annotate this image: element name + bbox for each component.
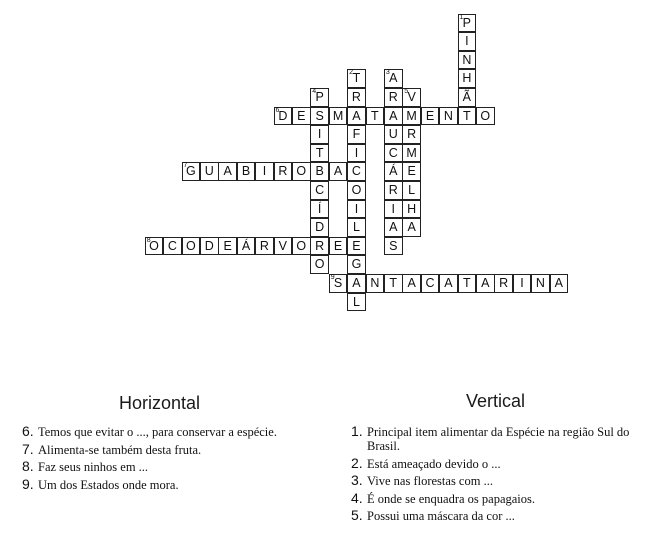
cell-letter: T	[371, 108, 379, 123]
crossword-cell[interactable]	[347, 162, 366, 181]
clue-number-marker: 6	[275, 106, 280, 114]
clue-number: 6.	[22, 423, 34, 439]
cell-letter: L	[408, 182, 416, 197]
clue-number-marker: 1	[459, 13, 464, 21]
cell-letter: U	[388, 127, 398, 142]
crossword-cell[interactable]	[402, 200, 421, 219]
cell-letter: T	[463, 275, 471, 290]
cell-letter: D	[315, 220, 325, 235]
cell-letter: C	[315, 182, 325, 197]
crossword-cell[interactable]	[182, 237, 201, 256]
crossword-cell[interactable]	[237, 237, 256, 256]
cell-letter: N	[462, 52, 472, 67]
crossword-cell[interactable]	[163, 237, 182, 256]
cell-letter: G	[351, 257, 362, 272]
cell-letter: A	[389, 220, 398, 235]
horizontal-clue	[22, 460, 322, 474]
cell-letter: O	[351, 182, 362, 197]
cell-letter: I	[354, 145, 359, 160]
cell-letter: A	[407, 275, 416, 290]
clue-number-marker: 5	[404, 87, 409, 95]
cell-letter: B	[241, 164, 251, 179]
cell-letter: T	[352, 71, 361, 86]
crossword-cell[interactable]	[458, 88, 477, 107]
crossword-cell[interactable]	[310, 181, 329, 200]
crossword-cell[interactable]	[384, 274, 403, 293]
clue-number: 8.	[22, 458, 34, 474]
crossword-cell[interactable]	[347, 218, 366, 237]
crossword-cell[interactable]	[200, 237, 219, 256]
crossword-cell[interactable]	[402, 107, 421, 126]
cell-letter: H	[462, 71, 472, 86]
clue-text: Está ameaçado devido o ...	[367, 456, 501, 471]
vertical-clue	[351, 509, 643, 523]
cell-letter: C	[167, 238, 177, 253]
cell-letter: G	[185, 164, 196, 179]
clue-number: 7.	[22, 440, 34, 457]
cell-letter: Á	[389, 164, 398, 179]
cell-letter: E	[333, 238, 343, 253]
cell-letter: Ã	[462, 89, 472, 104]
crossword-cell[interactable]	[182, 162, 201, 181]
cell-letter: O	[480, 108, 491, 123]
cell-letter: A	[444, 275, 453, 290]
cell-letter: T	[463, 108, 471, 123]
crossword-cell[interactable]	[237, 162, 256, 181]
crossword-cell[interactable]	[310, 144, 329, 163]
clue-text: Alimenta-se também desta fruta.	[38, 442, 202, 457]
vertical-clue	[351, 474, 643, 488]
clue-number-marker: 8	[146, 236, 151, 244]
cell-letter: A	[389, 71, 398, 86]
horizontal-clue	[22, 440, 322, 457]
crossword-cell[interactable]	[218, 237, 237, 256]
crossword-cell[interactable]	[292, 107, 311, 126]
crossword-cell[interactable]	[384, 218, 403, 237]
cell-letter: I	[391, 201, 395, 216]
crossword-cell[interactable]	[310, 162, 329, 181]
crossword-cell[interactable]	[255, 162, 274, 181]
crossword-cell[interactable]	[347, 125, 366, 144]
clue-number: 1.	[351, 423, 363, 439]
crossword-cell[interactable]	[347, 144, 366, 163]
horizontal-heading: Horizontal	[119, 393, 201, 413]
cell-letter: O	[296, 164, 307, 179]
cell-letter: E	[407, 164, 416, 179]
clue-text: Um dos Estados onde mora.	[38, 477, 179, 492]
crossword-cell[interactable]	[384, 200, 403, 219]
crossword-cell[interactable]	[310, 125, 329, 144]
cell-letter: O	[185, 238, 196, 253]
crossword-cell[interactable]	[384, 181, 403, 200]
crossword-cell[interactable]	[439, 107, 458, 126]
crossword-cell[interactable]	[384, 125, 403, 144]
cell-letter: A	[352, 275, 361, 290]
horizontal-clue	[22, 425, 322, 439]
crossword-cell[interactable]	[550, 274, 569, 293]
crossword-cell[interactable]	[402, 88, 421, 107]
crossword-cell[interactable]	[292, 162, 311, 181]
clue-number: 9.	[22, 475, 34, 492]
cell-letter: O	[314, 257, 325, 272]
cell-letter: R	[278, 164, 288, 179]
vertical-clue	[351, 425, 643, 453]
cell-letter: I	[520, 275, 524, 290]
crossword-cell[interactable]	[476, 274, 495, 293]
crossword-cell[interactable]	[531, 274, 550, 293]
cell-letter: L	[352, 294, 360, 309]
vertical-clue	[351, 454, 643, 471]
cell-letter: A	[481, 275, 490, 290]
clue-number-marker: 7	[183, 162, 188, 170]
clue-text: Faz seus ninhos em ...	[38, 460, 149, 474]
crossword-cell[interactable]	[347, 107, 366, 126]
cell-letter: N	[535, 275, 545, 290]
cell-letter: A	[389, 108, 398, 123]
cell-letter: I	[465, 34, 469, 49]
cell-letter: S	[315, 108, 324, 123]
crossword-cell[interactable]	[329, 162, 348, 181]
crossword-cell[interactable]	[402, 218, 421, 237]
crossword-cell[interactable]	[347, 293, 366, 312]
crossword-cell[interactable]	[439, 274, 458, 293]
cell-letter: S	[333, 275, 343, 290]
crossword-cell[interactable]	[145, 237, 164, 256]
cell-letter: E	[223, 238, 232, 253]
crossword-cell[interactable]	[402, 162, 421, 181]
cell-letter: V	[407, 89, 416, 104]
crossword-cell[interactable]	[458, 274, 477, 293]
crossword-cell[interactable]	[384, 69, 403, 88]
cell-letter: H	[407, 201, 417, 216]
cell-letter: N	[443, 108, 453, 123]
crossword-cell[interactable]	[384, 107, 403, 126]
clue-number: 2.	[351, 454, 363, 471]
clue-number-marker: 2	[349, 69, 353, 77]
cell-letter: N	[370, 275, 380, 290]
cell-letter: D	[278, 108, 288, 123]
clue-text: Vive nas florestas com ...	[367, 474, 493, 488]
cell-letter: B	[315, 164, 324, 179]
crossword-cell[interactable]	[458, 32, 477, 51]
crossword-cell[interactable]	[329, 237, 348, 256]
crossword-cell[interactable]	[513, 274, 532, 293]
cell-letter: M	[406, 145, 417, 160]
cell-letter: C	[388, 145, 398, 160]
cell-letter: E	[425, 108, 435, 123]
crossword-cell[interactable]	[384, 144, 403, 163]
clue-text: Principal item alimentar da Espécie na região Sul do Brasil.	[367, 425, 630, 453]
vertical-heading: Vertical	[466, 391, 526, 411]
crossword-cell[interactable]	[494, 274, 513, 293]
cell-letter: I	[262, 164, 267, 179]
cell-letter: M	[406, 108, 417, 123]
crossword-cell[interactable]	[347, 255, 366, 274]
crossword-cell[interactable]	[347, 88, 366, 107]
crossword-cell[interactable]	[347, 237, 366, 256]
cell-letter: A	[407, 220, 416, 235]
clue-number: 5.	[351, 507, 363, 523]
crossword-cell[interactable]	[458, 14, 477, 33]
crossword-cell[interactable]	[458, 51, 477, 70]
crossword-cell[interactable]	[402, 125, 421, 144]
crossword-cell[interactable]	[292, 237, 311, 256]
cell-letter: F	[352, 127, 361, 142]
cell-letter: I	[354, 201, 359, 216]
horizontal-clue	[22, 475, 322, 492]
crossword-cell[interactable]	[310, 107, 329, 126]
cell-letter: R	[259, 238, 269, 253]
crossword-cell[interactable]	[384, 88, 403, 107]
cell-letter: O	[296, 238, 307, 253]
cell-letter: A	[223, 164, 232, 179]
cell-letter: M	[332, 108, 344, 123]
cell-letter: P	[315, 89, 324, 104]
crossword-cell[interactable]	[421, 107, 440, 126]
crossword-cell[interactable]	[274, 162, 293, 181]
crossword-cell[interactable]	[200, 162, 219, 181]
cell-letter: A	[333, 164, 343, 179]
clue-number-marker: 3	[385, 69, 390, 77]
crossword-cell[interactable]	[402, 181, 421, 200]
cell-letter: R	[388, 89, 398, 104]
clue-number: 3.	[351, 472, 363, 488]
clue-number-marker: 4	[312, 87, 317, 95]
cell-letter: Á	[241, 238, 251, 253]
clue-text: Temos que evitar o ..., para conservar a espécie.	[38, 425, 277, 439]
crossword-cell[interactable]	[476, 107, 495, 126]
cell-letter: U	[204, 164, 214, 179]
crossword-cell[interactable]	[421, 274, 440, 293]
cell-letter: R	[351, 89, 361, 104]
crossword-cell[interactable]	[458, 107, 477, 126]
crossword-cell[interactable]	[329, 107, 348, 126]
clue-text: É onde se enquadra os papagaios.	[367, 491, 535, 506]
cell-letter: D	[204, 238, 214, 253]
crossword-cell[interactable]	[402, 274, 421, 293]
cell-letter: A	[352, 108, 361, 123]
crossword-cell[interactable]	[310, 255, 329, 274]
cell-letter: A	[554, 275, 564, 290]
crossword-cell[interactable]	[310, 88, 329, 107]
cell-letter: O	[149, 238, 159, 253]
crossword-cell[interactable]	[310, 200, 329, 219]
crossword-cell[interactable]	[274, 107, 293, 126]
cell-letter: E	[352, 238, 361, 253]
clue-number-marker: 9	[330, 273, 335, 281]
crossword-cell[interactable]	[274, 237, 293, 256]
crossword-cell[interactable]	[384, 237, 403, 256]
crossword-cell[interactable]	[458, 69, 477, 88]
clue-number: 4.	[351, 489, 363, 506]
cell-letter: S	[389, 238, 398, 253]
crossword-cell[interactable]	[347, 181, 366, 200]
crossword-cell[interactable]	[366, 274, 385, 293]
cell-letter: C	[351, 164, 361, 179]
cell-letter: P	[462, 15, 472, 30]
crossword-cell[interactable]	[366, 107, 385, 126]
cell-letter: V	[278, 238, 288, 253]
crossword-cell[interactable]	[329, 274, 348, 293]
crossword-cell[interactable]	[310, 237, 329, 256]
cell-letter: R	[315, 238, 325, 253]
cell-letter: L	[352, 220, 360, 235]
cell-letter: R	[499, 275, 509, 290]
cell-letter: T	[315, 145, 324, 160]
crossword-cell[interactable]	[402, 144, 421, 163]
cell-letter: R	[388, 182, 398, 197]
crossword-cell[interactable]	[310, 218, 329, 237]
cell-letter: E	[297, 108, 306, 123]
cell-letter: Í	[317, 201, 322, 216]
crossword-cell[interactable]	[347, 69, 366, 88]
crossword-cell[interactable]	[255, 237, 274, 256]
horizontal-clue-list	[22, 425, 322, 495]
cell-letter: I	[317, 127, 322, 142]
clue-text: Possui uma máscara da cor ...	[367, 509, 515, 523]
crossword-cell[interactable]	[218, 162, 237, 181]
cell-letter: C	[425, 275, 435, 290]
vertical-clue-list	[351, 425, 643, 527]
cell-letter: T	[389, 275, 398, 290]
vertical-clue	[351, 489, 643, 506]
cell-letter: R	[407, 127, 417, 142]
crossword-cell[interactable]	[347, 274, 366, 293]
crossword-cell[interactable]	[347, 200, 366, 219]
crossword-cell[interactable]	[384, 162, 403, 181]
